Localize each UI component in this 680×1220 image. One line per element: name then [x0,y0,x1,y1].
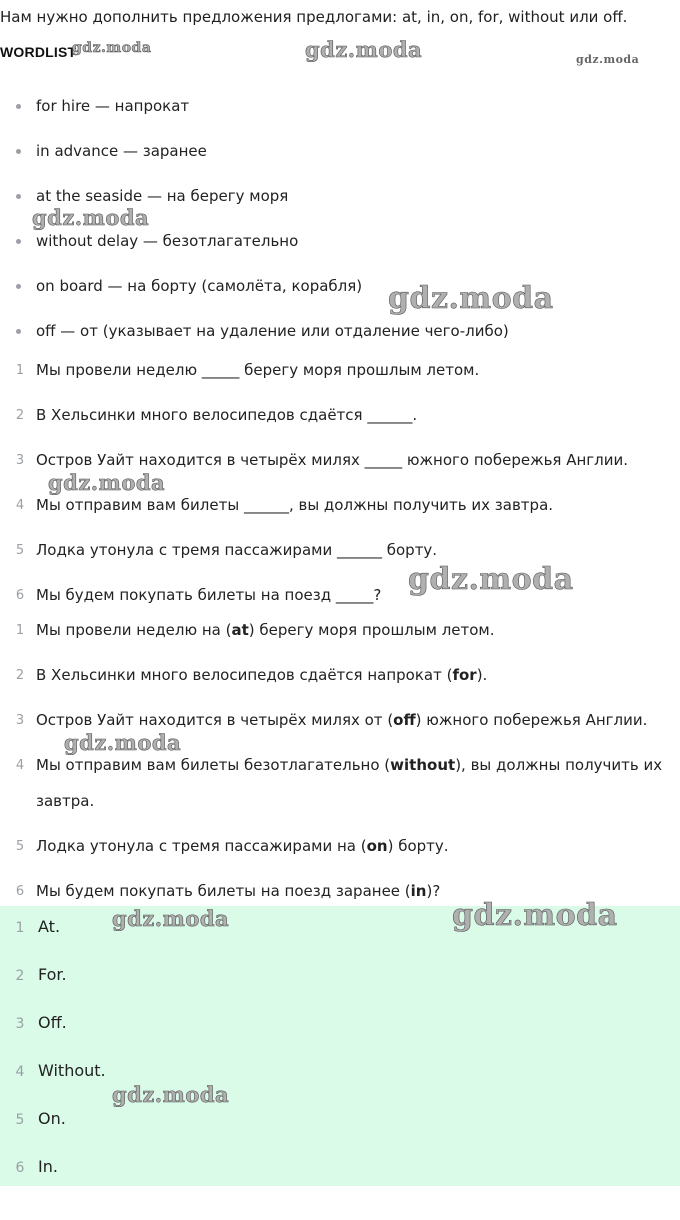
answer-text: Without. [38,1061,106,1080]
translation-list [0,620,680,921]
bullet-icon [16,284,21,289]
item-number: 5 [15,1112,25,1128]
answer-item [0,1146,680,1194]
wordlist-item [0,320,680,365]
answer-item [0,1098,680,1146]
translation-item [0,755,680,836]
answer-highlight: without [390,756,456,774]
exercise-item [0,405,680,450]
translation-text: Остров Уайт находится в четырёх милях от (off) южного побережья Англии. [36,711,648,729]
answer-highlight: for [452,666,477,684]
item-number: 1 [15,623,25,638]
answer-text: At. [38,917,61,936]
item-number: 2 [15,668,25,683]
wordlist-item [0,95,680,140]
answer-item [0,954,680,1002]
exercise-item [0,495,680,540]
translation-item [0,620,680,665]
wordlist-item-text: for hire — напрокат [36,97,190,115]
item-number: 3 [15,1016,25,1032]
exercise-item [0,360,680,405]
answer-highlight: in [410,882,427,900]
bullet-icon [16,149,21,154]
item-number: 1 [15,920,25,936]
item-number: 6 [15,1160,25,1176]
exercise-text: Мы отправим вам билеты ______, вы должны получить их завтра. [36,496,554,514]
bullet-icon [16,104,21,109]
wordlist-item-text: without delay — безотлагательно [36,232,299,250]
wordlist-item-text: on board — на борту (самолёта, корабля) [36,277,363,295]
wordlist-item [0,275,680,320]
item-number: 2 [15,968,25,984]
watermark: gdz.moda [64,730,182,755]
item-number: 6 [15,588,25,603]
bullet-icon [16,329,21,334]
translation-text: Мы провели неделю на (at) берегу моря прошлым летом. [36,621,495,639]
watermark: gdz.moda [305,37,423,62]
bullet-icon [16,194,21,199]
answer-text: For. [38,965,67,984]
bullet-icon [16,239,21,244]
item-number: 4 [15,1064,25,1080]
item-number: 4 [15,498,25,513]
answer-item [0,1002,680,1050]
watermark: gdz.moda [48,470,166,495]
watermark: gdz.moda [408,562,574,597]
wordlist-heading: WORDLIST [0,44,77,60]
watermark: gdz.moda [32,205,150,230]
wordlist [0,95,680,365]
wordlist-item-text: at the seaside — на берегу моря [36,187,289,205]
wordlist-item [0,230,680,275]
item-number: 5 [15,543,25,558]
answer-text: Off. [38,1013,67,1032]
watermark: gdz.moda [388,281,554,316]
item-number: 3 [15,713,25,728]
translation-text: Мы отправим вам билеты безотлагательно (without), вы должны получить их завтра. [36,756,663,810]
watermark: gdz.moda [72,40,152,56]
exercise-list [0,360,680,630]
exercise-text: Остров Уайт находится в четырёх милях _____ южного побережья Англии. [36,451,629,469]
wordlist-item-text: in advance — заранее [36,142,207,160]
item-number: 1 [15,363,25,378]
exercise-item [0,540,680,585]
answer-highlight: on [366,837,388,855]
answer-text: In. [38,1157,58,1176]
exercise-text: В Хельсинки много велосипедов сдаётся ______. [36,406,418,424]
item-number: 5 [15,839,25,854]
answer-highlight: off [393,711,416,729]
translation-text: В Хельсинки много велосипедов сдаётся напрокат (for). [36,666,488,684]
wordlist-item [0,140,680,185]
translation-item [0,665,680,710]
translation-text: Мы будем покупать билеты на поезд заранее (in)? [36,882,441,900]
exercise-text: Лодка утонула с тремя пассажирами ______ борту. [36,541,438,559]
translation-item [0,836,680,881]
watermark: gdz.moda [576,53,640,66]
answers-panel [0,906,680,1186]
watermark: gdz.moda [112,906,230,931]
task-intro: Нам нужно дополнить предложения предлогами: at, in, on, for, without или off. [0,8,628,26]
watermark: gdz.moda [112,1082,230,1107]
item-number: 4 [15,758,25,773]
exercise-text: Мы будем покупать билеты на поезд _____? [36,586,382,604]
answer-text: On. [38,1109,66,1128]
translation-text: Лодка утонула с тремя пассажирами на (on) борту. [36,837,449,855]
answer-item [0,1050,680,1098]
wordlist-item-text: off — от (указывает на удаление или отдаление чего-либо) [36,322,509,340]
watermark: gdz.moda [452,898,618,933]
item-number: 6 [15,884,25,899]
item-number: 3 [15,453,25,468]
exercise-text: Мы провели неделю _____ берегу моря прошлым летом. [36,361,480,379]
answer-highlight: at [231,621,249,639]
item-number: 2 [15,408,25,423]
